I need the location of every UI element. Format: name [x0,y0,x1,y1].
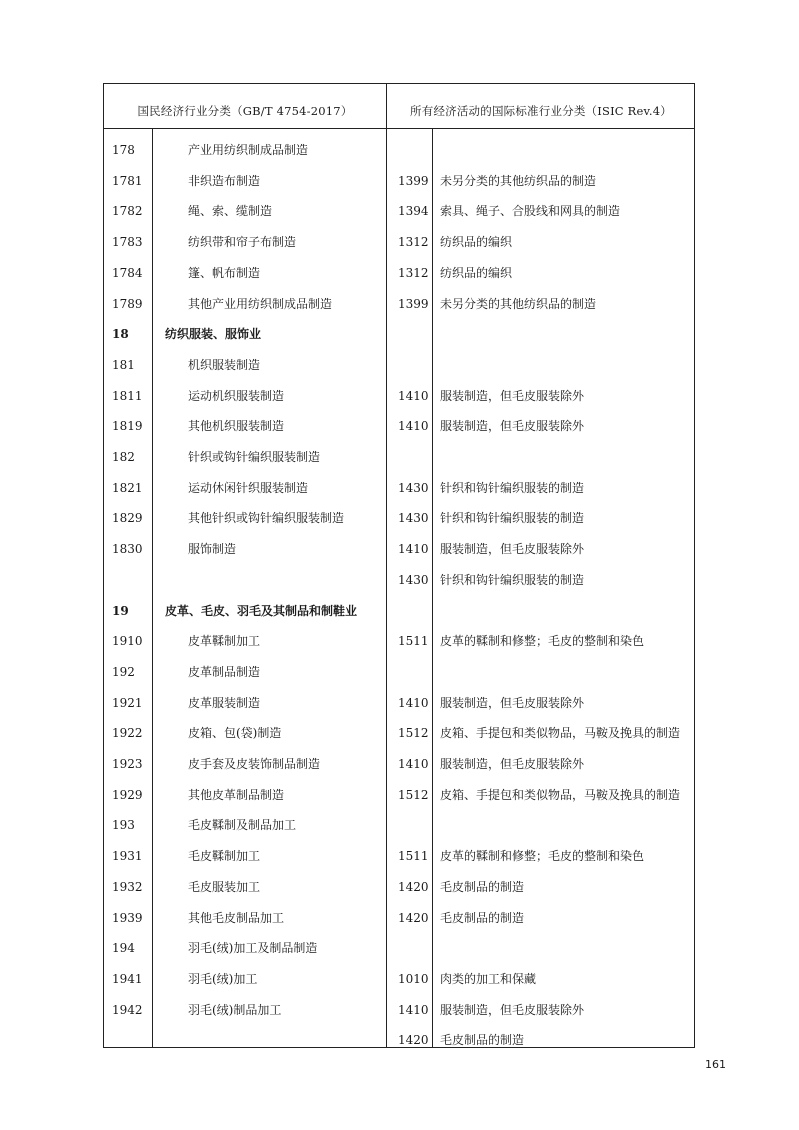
isic-name: 针织和钩针编织服装的制造 [440,480,585,495]
table-row [104,319,696,349]
table-row [104,1025,696,1055]
table-row [104,289,696,319]
industry-name: 皮革制品制造 [188,664,261,679]
industry-code: 1830 [112,542,143,557]
table-row [104,964,696,994]
isic-code: 1399 [398,173,429,188]
industry-name: 产业用纺织制成品制造 [188,143,309,157]
industry-name: 机织服装制造 [188,357,261,372]
industry-code: 1811 [112,388,143,403]
industry-name: 绳、索、缆制造 [188,204,273,219]
table-row [104,135,696,165]
isic-name: 未另分类的其他纺织品的制造 [440,296,597,311]
industry-name: 皮箱、包(袋)制造 [188,726,282,741]
table-row [104,565,696,595]
industry-code: 181 [112,357,135,372]
industry-name: 针织或钩针编织服装制造 [188,450,321,464]
isic-code: 1010 [398,971,429,986]
industry-code: 1821 [112,480,143,495]
header-isic: 所有经济活动的国际标准行业分类（ISIC Rev.4） [410,104,672,118]
industry-code: 1784 [112,265,143,280]
industry-code: 1819 [112,419,143,434]
table-row [104,933,696,963]
isic-name: 皮革的鞣制和修整；毛皮的整制和染色 [440,634,645,649]
industry-name: 羽毛(绒)加工及制品制造 [188,941,318,956]
isic-name: 针织和钩针编织服装的制造 [440,572,585,587]
isic-code: 1512 [398,726,429,741]
classification-table [103,83,695,1048]
industry-code: 19 [112,603,129,618]
industry-name: 皮革服装制造 [188,695,261,710]
industry-name: 纺织服装、服饰业 [165,327,262,342]
industry-code: 193 [112,818,135,833]
table-row [104,688,696,718]
industry-name: 毛皮鞣制加工 [188,849,261,864]
table-row [104,596,696,626]
table-row [104,718,696,748]
isic-code: 1420 [398,910,429,925]
industry-name: 其他针织或钩针编织服装制造 [188,511,345,526]
isic-code: 1410 [398,419,429,434]
isic-name: 服装制造，但毛皮服装除外 [440,1002,585,1017]
industry-code: 178 [112,143,135,157]
industry-name: 篷、帆布制造 [188,265,261,280]
industry-name: 其他机织服装制造 [188,419,285,434]
industry-name: 羽毛(绒)加工 [188,971,258,986]
isic-name: 服装制造，但毛皮服装除外 [440,388,585,403]
isic-name: 皮箱、手提包和类似物品，马鞍及挽具的制造 [440,787,681,802]
industry-code: 182 [112,450,135,464]
table-row [104,995,696,1025]
industry-code: 1942 [112,1002,143,1017]
industry-code: 1789 [112,296,143,311]
isic-code: 1410 [398,388,429,403]
isic-code: 1430 [398,511,429,526]
header-gb: 国民经济行业分类（GB/T 4754-2017） [137,104,353,118]
isic-code: 1399 [398,296,429,311]
table-row [104,780,696,810]
table-row [104,258,696,288]
isic-code: 1420 [398,1033,429,1048]
industry-name: 羽毛(绒)制品加工 [188,1002,282,1017]
table-row [104,810,696,840]
table-row [104,626,696,656]
isic-name: 服装制造，但毛皮服装除外 [440,695,585,710]
table-row [104,381,696,411]
industry-code: 1829 [112,511,143,526]
table-row [104,503,696,533]
isic-name: 索具、绳子、合股线和网具的制造 [440,204,621,219]
industry-name: 其他产业用纺织制成品制造 [188,296,333,311]
table-row [104,657,696,687]
industry-code: 18 [112,327,129,342]
table-row [104,166,696,196]
isic-name: 毛皮制品的制造 [440,879,525,894]
isic-name: 服装制造，但毛皮服装除外 [440,757,585,771]
industry-name: 服饰制造 [188,542,237,557]
isic-code: 1410 [398,542,429,557]
industry-name: 运动休闲针织服装制造 [188,480,309,495]
isic-code: 1312 [398,235,429,250]
isic-code: 1511 [398,849,429,864]
isic-name: 纺织品的编织 [440,265,513,280]
industry-name: 毛皮服装加工 [188,879,261,894]
industry-code: 1923 [112,757,143,771]
isic-code: 1420 [398,879,429,894]
industry-name: 纺织带和帘子布制造 [188,235,297,250]
industry-code: 192 [112,664,135,679]
industry-name: 其他毛皮制品加工 [188,910,285,925]
isic-name: 毛皮制品的制造 [440,910,525,925]
industry-code: 1910 [112,634,143,649]
industry-code: 1782 [112,204,143,219]
isic-name: 毛皮制品的制造 [440,1033,525,1048]
industry-code: 1921 [112,695,143,710]
industry-name: 运动机织服装制造 [188,388,285,403]
industry-name: 皮革、毛皮、羽毛及其制品和制鞋业 [165,603,358,618]
isic-name: 纺织品的编织 [440,235,513,250]
isic-code: 1511 [398,634,429,649]
isic-code: 1312 [398,265,429,280]
table-row [104,196,696,226]
industry-name: 非织造布制造 [188,173,261,188]
isic-name: 皮箱、手提包和类似物品，马鞍及挽具的制造 [440,726,681,741]
isic-name: 服装制造，但毛皮服装除外 [440,542,585,557]
isic-code: 1394 [398,204,429,219]
table-row [104,903,696,933]
table-row [104,350,696,380]
table-row [104,534,696,564]
industry-code: 1783 [112,235,143,250]
industry-code: 1922 [112,726,143,741]
isic-name: 肉类的加工和保藏 [440,971,537,986]
table-row [104,442,696,472]
isic-code: 1430 [398,572,429,587]
page-number: 161 [705,1058,726,1071]
table-row [104,841,696,871]
isic-name: 服装制造，但毛皮服装除外 [440,419,585,434]
isic-code: 1430 [398,480,429,495]
industry-code: 1939 [112,910,143,925]
table-row [104,749,696,779]
industry-name: 其他皮革制品制造 [188,787,285,802]
industry-name: 皮手套及皮装饰制品制造 [188,757,321,771]
isic-name: 针织和钩针编织服装的制造 [440,511,585,526]
industry-code: 1781 [112,173,143,188]
industry-code: 1931 [112,849,143,864]
industry-code: 1929 [112,787,143,802]
table-row [104,473,696,503]
isic-code: 1410 [398,695,429,710]
industry-name: 毛皮鞣制及制品加工 [188,818,297,833]
header-divider [104,128,694,129]
table-row [104,227,696,257]
industry-code: 1932 [112,879,143,894]
industry-code: 194 [112,941,135,956]
isic-code: 1410 [398,1002,429,1017]
isic-code: 1410 [398,757,429,771]
isic-name: 皮革的鞣制和修整；毛皮的整制和染色 [440,849,645,864]
table-row [104,411,696,441]
table-row [104,872,696,902]
industry-name: 皮革鞣制加工 [188,634,261,649]
industry-code: 1941 [112,971,143,986]
isic-code: 1512 [398,787,429,802]
isic-name: 未另分类的其他纺织品的制造 [440,173,597,188]
